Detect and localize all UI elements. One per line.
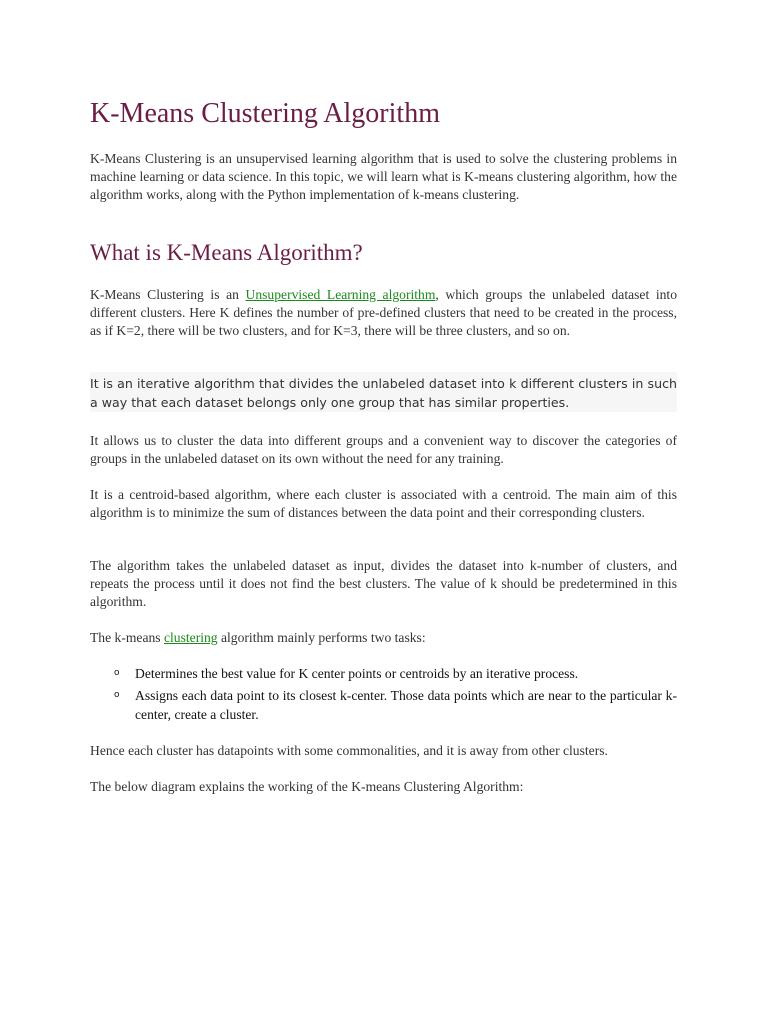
tasks-list <box>90 664 677 727</box>
definition-text-before: K-Means Clustering is an <box>90 287 246 302</box>
tasks-intro-paragraph <box>90 629 677 647</box>
highlight-box <box>90 372 677 412</box>
clustering-link[interactable]: clustering <box>163 630 218 645</box>
list-item-text: Determines the best value for K center points or centroids by an iterative process. <box>135 666 579 681</box>
tasks-intro-before: The k-means <box>90 630 164 645</box>
page-title: K-Means Clustering Algorithm <box>90 98 440 129</box>
unsupervised-learning-link[interactable]: Unsupervised Learning algorithm <box>245 287 436 302</box>
circle-bullet-icon: o <box>114 668 120 678</box>
circle-bullet-icon: o <box>114 690 120 700</box>
list-item <box>90 686 677 724</box>
commonalities-paragraph: Hence each cluster has datapoints with some commonalities, and it is away from other clusters. <box>90 743 608 758</box>
tasks-intro-after: algorithm mainly performs two tasks: <box>217 630 426 645</box>
definition-text-after: , which groups the unlabeled dataset into different clusters. Here K defines the number of pre-defined clusters that need to be created in the process, as if K=2, there will be two clusters, and for K=3, there will be three clusters, and so on. <box>90 287 677 338</box>
highlight-text: It is an iterative algorithm that divides the unlabeled dataset into k different clusters in such a way that each dataset belongs only one group that has similar properties. <box>90 376 677 410</box>
list-item <box>90 664 677 683</box>
intro-paragraph: K-Means Clustering is an unsupervised learning algorithm that is used to solve the clustering problems in machine learning or data science. In this topic, we will learn what is K-means clustering algorithm, how the algorithm works, along with the Python implementation of k-means clustering. <box>90 151 677 202</box>
groups-paragraph: It allows us to cluster the data into different groups and a convenient way to discover the categories of groups in the unlabeled dataset on its own without the need for any training. <box>90 433 677 466</box>
diagram-intro-paragraph: The below diagram explains the working of the K-means Clustering Algorithm: <box>90 779 524 794</box>
definition-paragraph <box>90 286 677 340</box>
process-paragraph: The algorithm takes the unlabeled dataset as input, divides the dataset into k-number of clusters, and repeats the process until it does not find the best clusters. The value of k should be predetermined in this algorithm. <box>90 558 677 609</box>
list-item-text: Assigns each data point to its closest k-center. Those data points which are near to the particular k-center, create a cluster. <box>135 688 677 722</box>
centroid-paragraph: It is a centroid-based algorithm, where each cluster is associated with a centroid. The main aim of this algorithm is to minimize the sum of distances between the data point and their corresponding clusters. <box>90 487 677 520</box>
section-heading: What is K-Means Algorithm? <box>90 240 363 265</box>
